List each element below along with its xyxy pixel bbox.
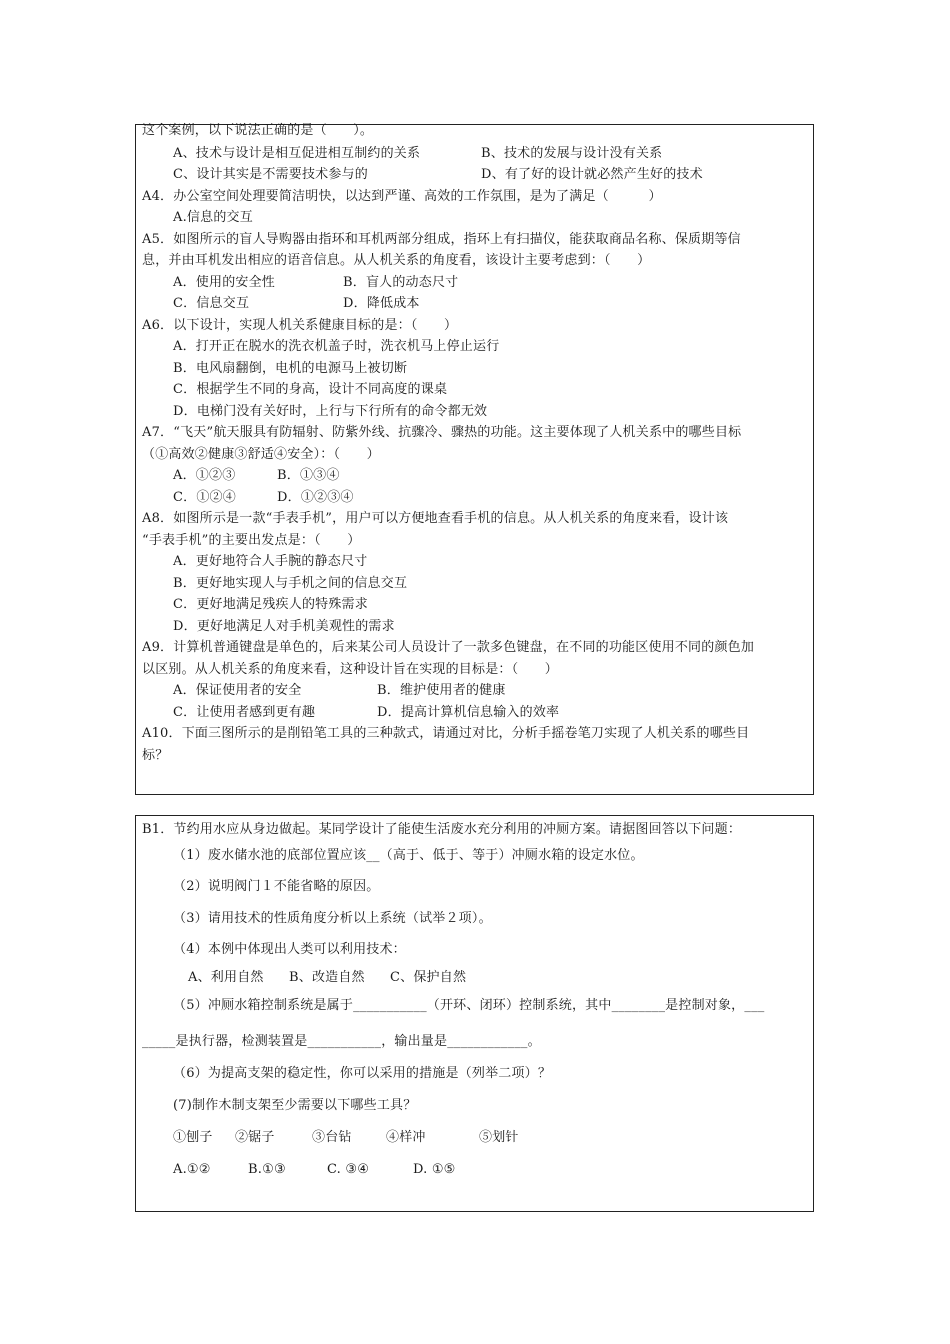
a5-stem-line1: A5．如图所示的盲人导购器由指环和耳机两部分组成，指环上有扫描仪，能获取商品名称、保质期等信 (142, 232, 741, 247)
a8-option-a: A．更好地符合人手腕的静态尺寸 (173, 554, 368, 569)
a3-stem-tail: 这个案例，以下说法正确的是（ ）。 (142, 123, 374, 138)
a6-option-a: A．打开正在脱水的洗衣机盖子时，洗衣机马上停止运行 (173, 339, 500, 354)
a9-option-d: D．提高计算机信息输入的效率 (377, 705, 560, 720)
a8-stem-line1: A8．如图所示是一款“手表手机”，用户可以方便地查看手机的信息。从人机关系的角度来看，设计该 (142, 511, 729, 526)
a5-stem-line2: 息，并由耳机发出相应的语音信息。从人机关系的角度看，该设计主要考虑到：（ ） (142, 253, 651, 268)
b1-q7-option-b: B.①③ (248, 1162, 286, 1177)
b1-q4: （4）本例中体现出人类可以利用技术： (173, 942, 406, 957)
b1-q4-option-a: A、利用自然 (188, 970, 264, 985)
a7-option-c: C．①②④ (173, 490, 236, 505)
a7-option-b: B．①③④ (277, 468, 340, 483)
a9-option-c: C．让使用者感到更有趣 (173, 705, 316, 720)
a5-option-b: B．盲人的动态尺寸 (343, 275, 459, 290)
a6-option-b: B．电风扇翻倒，电机的电源马上被切断 (173, 361, 408, 376)
a3-option-c: C、设计其实是不需要技术参与的 (173, 167, 368, 182)
b1-q6: （6）为提高支架的稳定性，你可以采用的措施是（列举二项）？ (173, 1066, 552, 1081)
a10-stem-line2: 标？ (142, 748, 169, 763)
a6-option-c: C．根据学生不同的身高，设计不同高度的课桌 (173, 382, 448, 397)
a9-stem-line2: 以区别。从人机关系的角度来看，这种设计旨在实现的目标是：（ ） (142, 662, 558, 677)
a7-option-a: A．①②③ (173, 468, 236, 483)
tool-4: ④样冲 (386, 1130, 426, 1145)
b1-q2: （2）说明阀门１不能省略的原因。 (173, 879, 380, 894)
b1-q7-option-d: D. ①⑤ (413, 1162, 456, 1177)
b1-stem: B1．节约用水应从身边做起。某同学设计了能使生活废水充分利用的冲厕方案。请据图回答以下问题： (142, 822, 742, 837)
a8-option-c: C．更好地满足残疾人的特殊需求 (173, 597, 368, 612)
tool-5: ⑤划针 (479, 1130, 519, 1145)
b1-q7: (7)制作木制支架至少需要以下哪些工具？ (173, 1098, 417, 1113)
a6-option-d: D．电梯门没有关好时，上行与下行所有的命令都无效 (173, 404, 488, 419)
a5-option-a: A．使用的安全性 (173, 275, 275, 290)
a3-option-a: A、技术与设计是相互促进相互制约的关系 (173, 146, 421, 161)
a8-option-d: D．更好地满足人对手机美观性的需求 (173, 619, 395, 634)
a9-stem-line1: A9．计算机普通键盘是单色的，后来某公司人员设计了一款多色键盘，在不同的功能区使用不同的颜色加 (142, 640, 755, 655)
b1-q1: （1）废水储水池的底部位置应该__（高于、低于、等于）冲厕水箱的设定水位。 (173, 848, 644, 863)
b1-q5-line2: _____是执行器，检测装置是___________，输出量是____________。 (142, 1034, 541, 1049)
a8-stem-line2: “手表手机”的主要出发点是：（ ） (142, 533, 361, 548)
b1-q5-line1: （5）冲厕水箱控制系统是属于___________（开环、闭环）控制系统，其中________是控制对象，___ (173, 998, 765, 1013)
a9-option-b: B．维护使用者的健康 (377, 683, 506, 698)
a7-stem-line2: （①高效②健康③舒适④安全）：（ ） (142, 447, 380, 462)
a3-option-d: D、有了好的设计就必然产生好的技术 (481, 167, 703, 182)
b1-q4-option-c: C、保护自然 (390, 970, 467, 985)
tool-2: ②锯子 (235, 1130, 275, 1145)
a9-option-a: A．保证使用者的安全 (173, 683, 302, 698)
a7-stem-line1: A7．“飞天”航天服具有防辐射、防紫外线、抗骤冷、骤热的功能。这主要体现了人机关系中的哪些目标 (142, 425, 742, 440)
a8-option-b: B．更好地实现人与手机之间的信息交互 (173, 576, 408, 591)
a4-stem: A4．办公室空间处理要简洁明快，以达到严谨、高效的工作氛围，是为了满足（ ） (142, 189, 662, 204)
a10-stem-line1: A10．下面三图所示的是削铅笔工具的三种款式，请通过对比，分析手摇卷笔刀实现了人机关系的哪些目 (142, 726, 750, 741)
b1-q7-option-a: A.①② (173, 1162, 211, 1177)
a3-option-b: B、技术的发展与设计没有关系 (481, 146, 663, 161)
b1-q7-option-c: C. ③④ (327, 1162, 370, 1177)
b1-q4-option-b: B、改造自然 (289, 970, 365, 985)
a5-option-c: C．信息交互 (173, 296, 250, 311)
a4-option-a: A.信息的交互 (173, 210, 253, 225)
tool-3: ③台钻 (312, 1130, 352, 1145)
tool-1: ①刨子 (173, 1130, 213, 1145)
a6-stem: A6．以下设计，实现人机关系健康目标的是：（ ） (142, 318, 458, 333)
b1-q3: （3）请用技术的性质角度分析以上系统（试举２项）。 (173, 911, 492, 926)
a5-option-d: D．降低成本 (343, 296, 420, 311)
a7-option-d: D．①②③④ (277, 490, 354, 505)
